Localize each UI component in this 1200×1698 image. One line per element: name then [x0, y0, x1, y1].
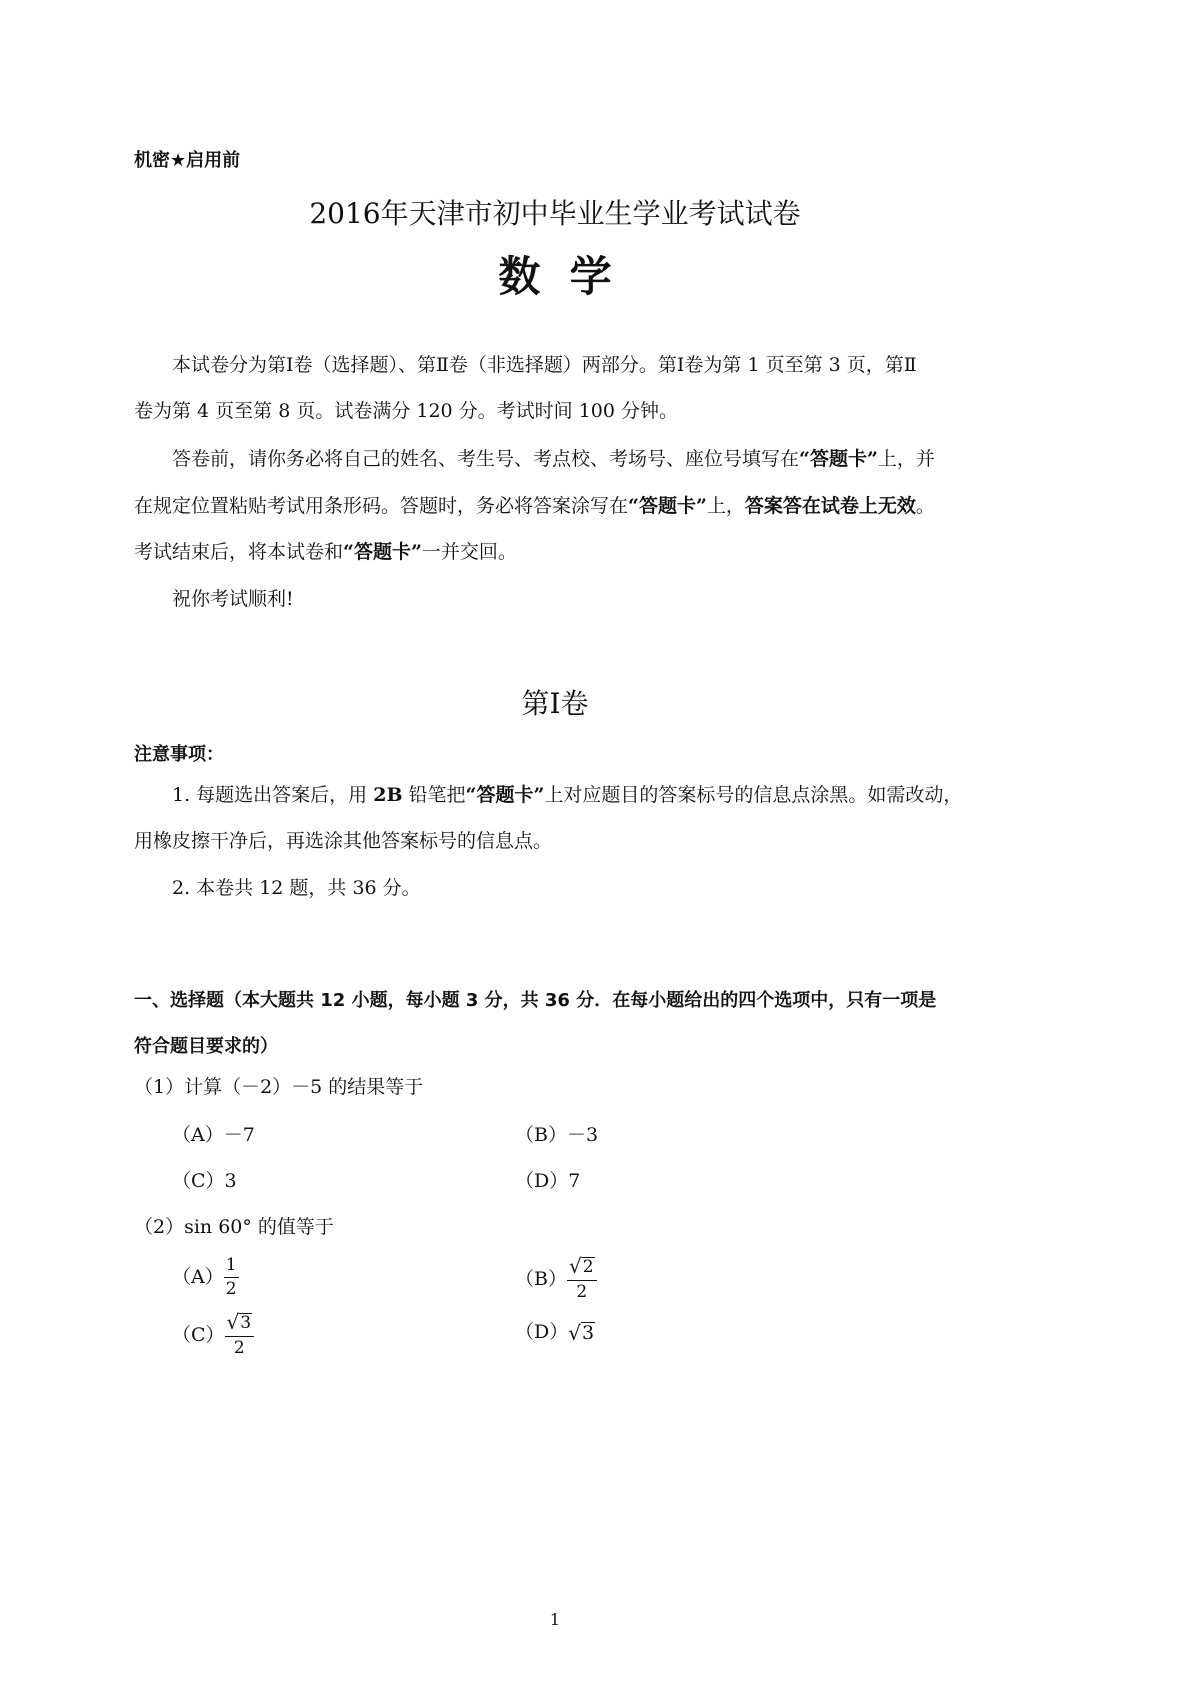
- option-label: （D）: [515, 1321, 569, 1343]
- option-label: （C）: [172, 1323, 225, 1346]
- radical-sign-icon: √: [226, 1310, 240, 1334]
- option-text: －7: [223, 1124, 255, 1146]
- fraction: [225, 1312, 255, 1358]
- exam-title: 2016年天津市初中毕业生学业考试试卷: [309, 197, 801, 230]
- section-1-heading-line-2: 符合题目要求的）: [134, 1036, 278, 1057]
- part-1-title: 第Ⅰ卷: [521, 687, 589, 720]
- intro-paragraph-2-line-1: [172, 450, 935, 469]
- page-number: 1: [549, 1610, 561, 1629]
- radicand: 2: [582, 1257, 594, 1277]
- intro-paragraph-1-line-2: 卷为第 4 页至第 8 页。试卷满分 120 分。考试时间 100 分钟。: [134, 400, 679, 422]
- text-span: 上，: [706, 495, 745, 517]
- radicand: 3: [240, 1313, 252, 1333]
- option-label: （D）: [515, 1170, 569, 1192]
- square-root: [227, 1312, 253, 1332]
- notice-1-line-1: [172, 786, 962, 805]
- question-2-option-d: [515, 1322, 595, 1343]
- question-2-option-c: [172, 1312, 254, 1358]
- question-1-stem: （1）计算（－2）－5 的结果等于: [134, 1076, 424, 1098]
- option-text: 7: [568, 1170, 581, 1192]
- question-2-option-b: [515, 1256, 597, 1302]
- text-span: 铅笔把: [402, 784, 466, 806]
- text-span: 上对应题目的答案标号的信息点涂黑。如需改动，: [544, 784, 963, 806]
- radical-sign-icon: √: [568, 1254, 582, 1278]
- answer-card-term: “答题卡”: [628, 495, 707, 517]
- question-1-option-a: [172, 1126, 255, 1145]
- section-1-heading-line-1: 一、选择题（本大题共 12 小题，每小题 3 分，共 36 分．在每小题给出的四个选项中，只有一项是: [134, 990, 937, 1011]
- option-text: 3: [224, 1170, 237, 1192]
- notice-2: 2. 本卷共 12 题，共 36 分。: [172, 877, 421, 899]
- radicand: 3: [581, 1322, 595, 1344]
- intro-paragraph-1-line-1: 本试卷分为第Ⅰ卷（选择题）、第Ⅱ卷（非选择题）两部分。第Ⅰ卷为第 1 页至第 3 页，第Ⅱ: [172, 354, 917, 376]
- text-span: 答卷前，请你务必将自己的姓名、考生号、考点校、考场号、座位号填写在: [172, 448, 800, 470]
- question-1-option-d: [515, 1172, 580, 1191]
- text-span: 在规定位置粘贴考试用条形码。答题时，务必将答案涂写在: [134, 495, 629, 517]
- option-text: －3: [566, 1124, 599, 1146]
- option-label: （A）: [172, 1124, 224, 1146]
- answer-card-term: “答题卡”: [465, 784, 545, 806]
- fraction: [224, 1256, 239, 1299]
- fraction-denominator: 2: [233, 1337, 245, 1358]
- pencil-type: 2B: [373, 784, 403, 806]
- intro-paragraph-2-line-3: [134, 543, 517, 562]
- confidential-label: 机密★启用前: [134, 150, 241, 171]
- option-label: （B）: [515, 1267, 567, 1290]
- fraction-denominator: 2: [225, 1278, 237, 1299]
- question-1-option-b: [515, 1126, 598, 1145]
- fraction-numerator: [567, 1256, 597, 1281]
- answer-card-term: “答题卡”: [343, 541, 422, 563]
- question-1-option-c: [172, 1172, 237, 1191]
- intro-paragraph-2-line-2: [134, 497, 935, 516]
- text-span: 1. 每题选出答案后，用: [172, 784, 374, 806]
- notice-1-line-2: 用橡皮擦干净后，再选涂其他答案标号的信息点。: [134, 830, 553, 852]
- notice-heading: 注意事项：: [134, 744, 224, 765]
- text-span: 上，并: [877, 448, 935, 470]
- invalid-answer-warning: 答案答在试卷上无效: [744, 495, 916, 517]
- option-label: （C）: [172, 1170, 225, 1192]
- question-2-stem: （2）sin 60° 的值等于: [134, 1216, 334, 1238]
- text-span: 。: [915, 495, 935, 517]
- square-root: [568, 1322, 595, 1343]
- fraction-denominator: 2: [576, 1281, 588, 1302]
- text-span: 一并交回。: [421, 541, 517, 563]
- text-span: 考试结束后，将本试卷和: [134, 541, 344, 563]
- answer-card-term: “答题卡”: [799, 448, 878, 470]
- question-2-option-a: [172, 1256, 239, 1299]
- fraction-numerator: [225, 1312, 255, 1337]
- square-root: [569, 1256, 595, 1276]
- subject-title: 数 学: [498, 252, 612, 301]
- option-label: （A）: [172, 1266, 224, 1289]
- fraction-numerator: 1: [224, 1256, 239, 1278]
- good-luck-line: 祝你考试顺利!: [172, 588, 294, 610]
- fraction: [567, 1256, 597, 1302]
- radical-sign-icon: √: [568, 1321, 581, 1345]
- option-label: （B）: [515, 1124, 567, 1146]
